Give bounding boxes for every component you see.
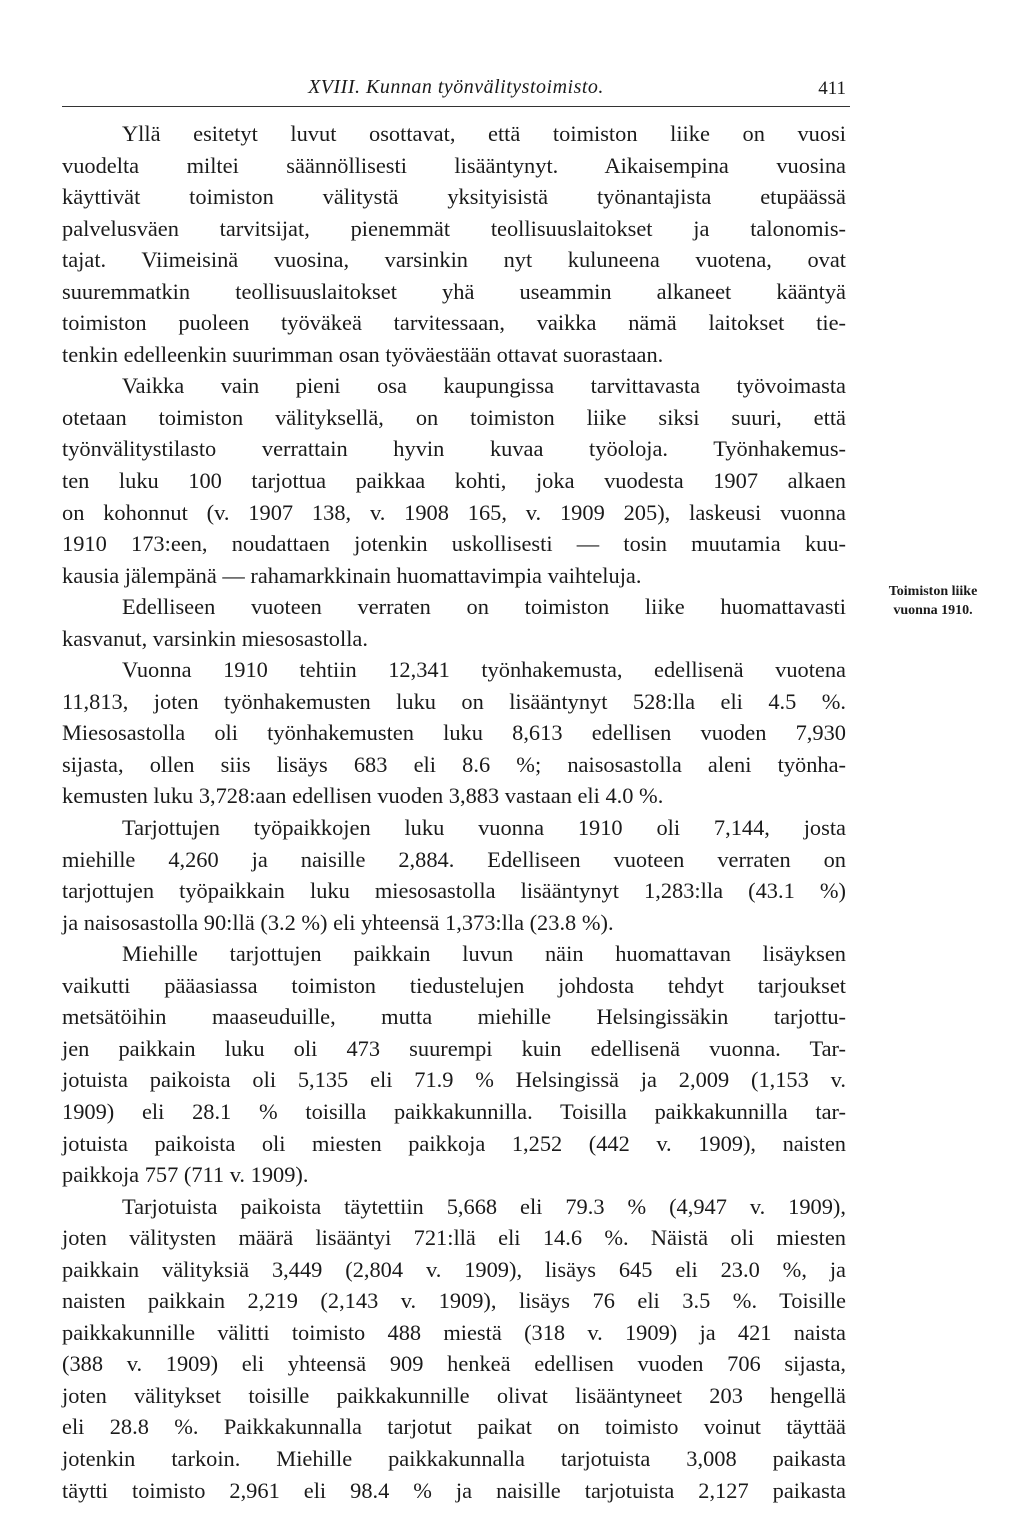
text-line: Miehille tarjottujen paikkain luvun näin huomattavan lisäyksen [122, 941, 846, 967]
text-line: sijasta, ollen siis lisäys 683 eli 8.6 %; naisosastolla aleni työnha- [62, 751, 846, 777]
text-line: kemusten luku 3,728:aan edellisen vuoden 3,883 vastaan eli 4.0 %. [62, 783, 664, 809]
text-line: jotuista paikoista oli 5,135 eli 71.9 % Helsingissä ja 2,009 (1,153 v. [62, 1067, 846, 1093]
text-line: 1910 173:een, noudattaen jotenkin uskollisesti — tosin muutamia kuu- [62, 531, 846, 557]
text-line: työnvälitystilasto verrattain hyvin kuvaa työoloja. Työnhakemus- [62, 436, 846, 462]
text-line: vaikutti pääasiassa toimiston tiedustelujen johdosta tehdyt tarjoukset [62, 972, 846, 998]
text-line: tenkin edelleenkin suurimman osan työväestään ottavat suorastaan. [62, 341, 664, 367]
text-line: Yllä esitetyt luvut osottavat, että toimiston liike on vuosi [122, 121, 846, 146]
text-line: Miesosastolla oli työnhakemusten luku 8,613 edellisen vuoden 7,930 [62, 720, 846, 746]
margin-note [858, 582, 1008, 620]
text-line: tajat. Viimeisinä vuosina, varsinkin nyt kuluneena vuotena, ovat [62, 247, 846, 273]
text-line: otetaan toimiston välityksellä, on toimiston liike siksi suuri, että [62, 404, 846, 430]
margin-note-line: vuonna 1910. [893, 603, 973, 618]
text-line: Tarjottujen työpaikkojen luku vuonna 1910 oli 7,144, josta [122, 815, 846, 841]
text-line: 11,813, joten työnhakemusten luku on lisääntynyt 528:lla eli 4.5 %. [62, 688, 846, 714]
text-line: (388 v. 1909) eli yhteensä 909 henkeä edellisen vuoden 706 sijasta, [62, 1351, 846, 1377]
running-header [62, 72, 850, 107]
text-line: ten luku 100 tarjottua paikkaa kohti, joka vuodesta 1907 alkaen [62, 468, 846, 494]
text-line: miehille 4,260 ja naisille 2,884. Edelliseen vuoteen verraten on [62, 846, 846, 872]
page-number: 411 [818, 78, 846, 99]
text-line: joten välitysten määrä lisääntyi 721:llä eli 14.6 %. Näistä oli miesten [62, 1225, 846, 1251]
margin-note-line: Toimiston liike [888, 584, 978, 599]
text-line: toimiston puoleen työväkeä tarvitessaan, vaikka nämä laitokset tie- [62, 310, 846, 336]
text-line: 1909) eli 28.1 % toisilla paikkakunnilla. Toisilla paikkakunnilla tar- [62, 1098, 846, 1124]
body-text [62, 118, 846, 1506]
text-line: on kohonnut (v. 1907 138, v. 1908 165, v. 1909 205), laskeusi vuonna [62, 499, 846, 525]
text-line: paikkakunnille välitti toimisto 488 miestä (318 v. 1909) ja 421 naista [62, 1319, 846, 1345]
text-line: suuremmatkin teollisuuslaitokset yhä useammin alkaneet kääntyä [62, 278, 846, 304]
text-line: paikkain välityksiä 3,449 (2,804 v. 1909), lisäys 645 eli 23.0 %, ja [62, 1256, 846, 1282]
text-line: naisten paikkain 2,219 (2,143 v. 1909), lisäys 76 eli 3.5 %. Toisille [62, 1288, 846, 1314]
text-line: täytti toimisto 2,961 eli 98.4 % ja naisille tarjotuista 2,127 paikasta [62, 1477, 846, 1503]
text-line: Vuonna 1910 tehtiin 12,341 työnhakemusta, edellisenä vuotena [122, 657, 846, 683]
running-title: XVIII. Kunnan työnvälitystoimisto. [308, 76, 604, 98]
text-line: palvelusväen tarvitsijat, pienemmät teollisuuslaitokset ja talonomis- [62, 215, 846, 241]
text-line: Edelliseen vuoteen verraten on toimiston liike huomattavasti [122, 594, 846, 620]
text-line: Vaikka vain pieni osa kaupungissa tarvittavasta työvoimasta [122, 373, 846, 399]
text-line: kausia jälempänä — rahamarkkinain huomattavimpia vaihteluja. [62, 562, 642, 588]
text-line: jotuista paikoista oli miesten paikkoja 1,252 (442 v. 1909), naisten [62, 1130, 846, 1156]
text-line: paikkoja 757 (711 v. 1909). [62, 1162, 309, 1188]
text-line: kasvanut, varsinkin miesosastolla. [62, 625, 368, 651]
text-line: joten välitykset toisille paikkakunnille olivat lisääntyneet 203 hengellä [62, 1382, 846, 1408]
text-line: Tarjotuista paikoista täytettiin 5,668 eli 79.3 % (4,947 v. 1909), [122, 1193, 846, 1219]
text-line: käyttivät toimiston välitystä yksityisistä työnantajista etupäässä [62, 184, 846, 210]
text-line: metsätöihin maaseuduille, mutta miehille Helsingissäkin tarjottu- [62, 1004, 846, 1030]
text-line: tarjottujen työpaikkain luku miesosastolla lisääntynyt 1,283:lla (43.1 %) [62, 878, 846, 904]
text-line: ja naisosastolla 90:llä (3.2 %) eli yhteensä 1,373:lla (23.8 %). [62, 909, 614, 935]
text-line: jen paikkain luku oli 473 suurempi kuin edellisenä vuonna. Tar- [62, 1035, 846, 1061]
text-line: jotenkin tarkoin. Miehille paikkakunnalla tarjotuista 3,008 paikasta [62, 1445, 846, 1471]
text-line: eli 28.8 %. Paikkakunnalla tarjotut paikat on toimisto voinut täyttää [62, 1414, 846, 1440]
text-line: vuodelta miltei säännöllisesti lisääntynyt. Aikaisempina vuosina [62, 152, 846, 178]
